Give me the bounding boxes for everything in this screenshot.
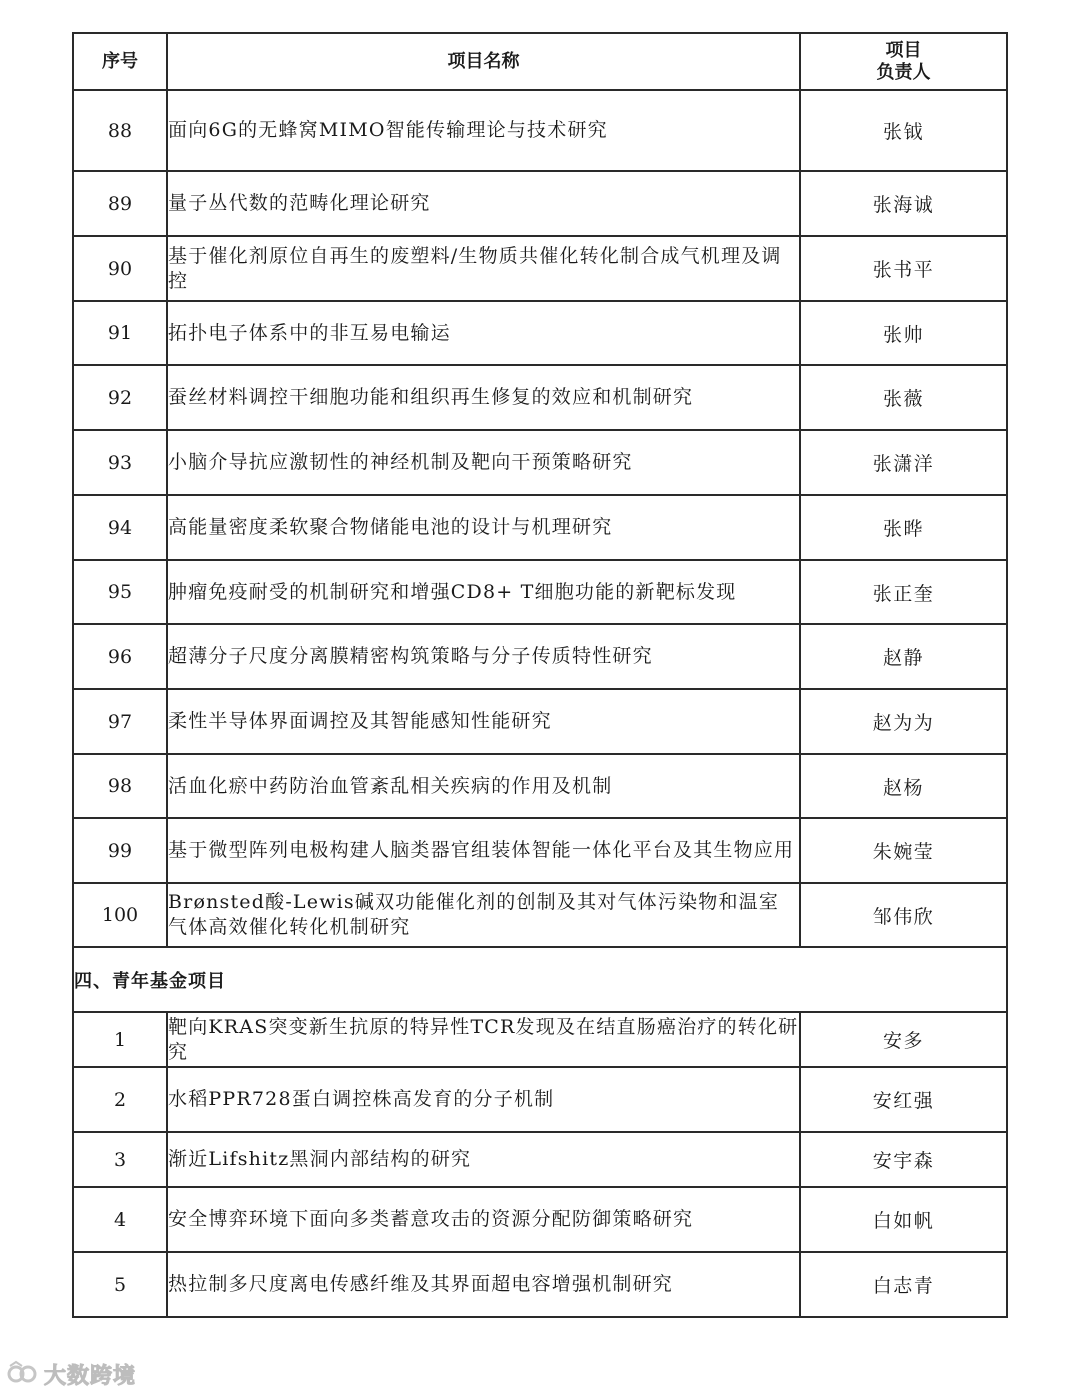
project-name: 拓扑电子体系中的非互易电输运 <box>167 301 800 365</box>
table-row <box>73 1132 1007 1187</box>
project-leader: 张薇 <box>800 365 1007 430</box>
table-row <box>73 689 1007 754</box>
project-leader: 邹伟欣 <box>800 883 1007 947</box>
table-row <box>73 1187 1007 1252</box>
table-row <box>73 171 1007 236</box>
brand-logo-icon <box>6 1358 38 1390</box>
project-leader: 安宇森 <box>800 1132 1007 1187</box>
project-leader: 白志青 <box>800 1252 1007 1317</box>
header-person-line1: 项目 <box>885 39 922 61</box>
project-name: 活血化瘀中药防治血管紊乱相关疾病的作用及机制 <box>167 754 800 818</box>
project-leader: 张书平 <box>800 236 1007 301</box>
project-name: 基于催化剂原位自再生的废塑料/生物质共催化转化制合成气机理及调控 <box>167 236 800 301</box>
table-row <box>73 818 1007 883</box>
row-number: 96 <box>73 624 167 689</box>
project-leader: 张正奎 <box>800 560 1007 624</box>
row-number: 93 <box>73 430 167 495</box>
project-name: 水稻PPR728蛋白调控株高发育的分子机制 <box>167 1067 800 1132</box>
project-name: 蚕丝材料调控干细胞功能和组织再生修复的效应和机制研究 <box>167 365 800 430</box>
table-row <box>73 236 1007 301</box>
table-row <box>73 754 1007 818</box>
row-number: 95 <box>73 560 167 624</box>
row-number: 1 <box>73 1012 167 1067</box>
watermark <box>6 1358 136 1390</box>
row-number: 97 <box>73 689 167 754</box>
row-number: 5 <box>73 1252 167 1317</box>
project-leader: 张海诚 <box>800 171 1007 236</box>
project-name: 超薄分子尺度分离膜精密构筑策略与分子传质特性研究 <box>167 624 800 689</box>
table-row <box>73 495 1007 560</box>
header-person <box>800 33 1007 90</box>
row-number: 4 <box>73 1187 167 1252</box>
project-leader: 张钺 <box>800 90 1007 171</box>
table-row <box>73 430 1007 495</box>
project-table <box>72 32 1008 1318</box>
project-name: 安全博弈环境下面向多类蓄意攻击的资源分配防御策略研究 <box>167 1187 800 1252</box>
row-number: 92 <box>73 365 167 430</box>
project-leader: 赵杨 <box>800 754 1007 818</box>
row-number: 99 <box>73 818 167 883</box>
project-name: 肿瘤免疫耐受的机制研究和增强CD8+ T细胞功能的新靶标发现 <box>167 560 800 624</box>
header-name: 项目名称 <box>167 33 800 90</box>
row-number: 100 <box>73 883 167 947</box>
section-row <box>73 947 1007 1012</box>
project-name: Brønsted酸-Lewis碱双功能催化剂的创制及其对气体污染物和温室气体高效催化转化机制研究 <box>167 883 800 947</box>
header-no: 序号 <box>73 33 167 90</box>
project-name: 柔性半导体界面调控及其智能感知性能研究 <box>167 689 800 754</box>
project-leader: 赵为为 <box>800 689 1007 754</box>
project-leader: 白如帆 <box>800 1187 1007 1252</box>
project-name: 面向6G的无蜂窝MIMO智能传输理论与技术研究 <box>167 90 800 171</box>
row-number: 98 <box>73 754 167 818</box>
table-row <box>73 1067 1007 1132</box>
project-name: 基于微型阵列电极构建人脑类器官组装体智能一体化平台及其生物应用 <box>167 818 800 883</box>
row-number: 91 <box>73 301 167 365</box>
row-number: 90 <box>73 236 167 301</box>
row-number: 88 <box>73 90 167 171</box>
table-row <box>73 624 1007 689</box>
project-name: 小脑介导抗应激韧性的神经机制及靶向干预策略研究 <box>167 430 800 495</box>
row-number: 89 <box>73 171 167 236</box>
row-number: 2 <box>73 1067 167 1132</box>
project-leader: 张帅 <box>800 301 1007 365</box>
table-row <box>73 1252 1007 1317</box>
row-number: 3 <box>73 1132 167 1187</box>
table-row <box>73 883 1007 947</box>
project-name: 热拉制多尺度离电传感纤维及其界面超电容增强机制研究 <box>167 1252 800 1317</box>
project-leader: 张潇洋 <box>800 430 1007 495</box>
project-leader: 赵静 <box>800 624 1007 689</box>
project-name: 靶向KRAS突变新生抗原的特异性TCR发现及在结直肠癌治疗的转化研究 <box>167 1012 800 1067</box>
header-person-line2: 负责人 <box>876 61 931 83</box>
project-leader: 朱婉莹 <box>800 818 1007 883</box>
project-name: 量子丛代数的范畴化理论研究 <box>167 171 800 236</box>
table-row <box>73 90 1007 171</box>
section-title: 四、青年基金项目 <box>73 947 1007 1012</box>
project-name: 高能量密度柔软聚合物储能电池的设计与机理研究 <box>167 495 800 560</box>
project-leader: 安红强 <box>800 1067 1007 1132</box>
row-number: 94 <box>73 495 167 560</box>
project-name: 渐近Lifshitz黑洞内部结构的研究 <box>167 1132 800 1187</box>
project-leader: 安多 <box>800 1012 1007 1067</box>
table-header-row <box>73 33 1007 90</box>
project-leader: 张晔 <box>800 495 1007 560</box>
watermark-text: 大数跨境 <box>44 1363 137 1389</box>
table-row <box>73 560 1007 624</box>
table-row <box>73 1012 1007 1067</box>
table-row <box>73 365 1007 430</box>
table-row <box>73 301 1007 365</box>
